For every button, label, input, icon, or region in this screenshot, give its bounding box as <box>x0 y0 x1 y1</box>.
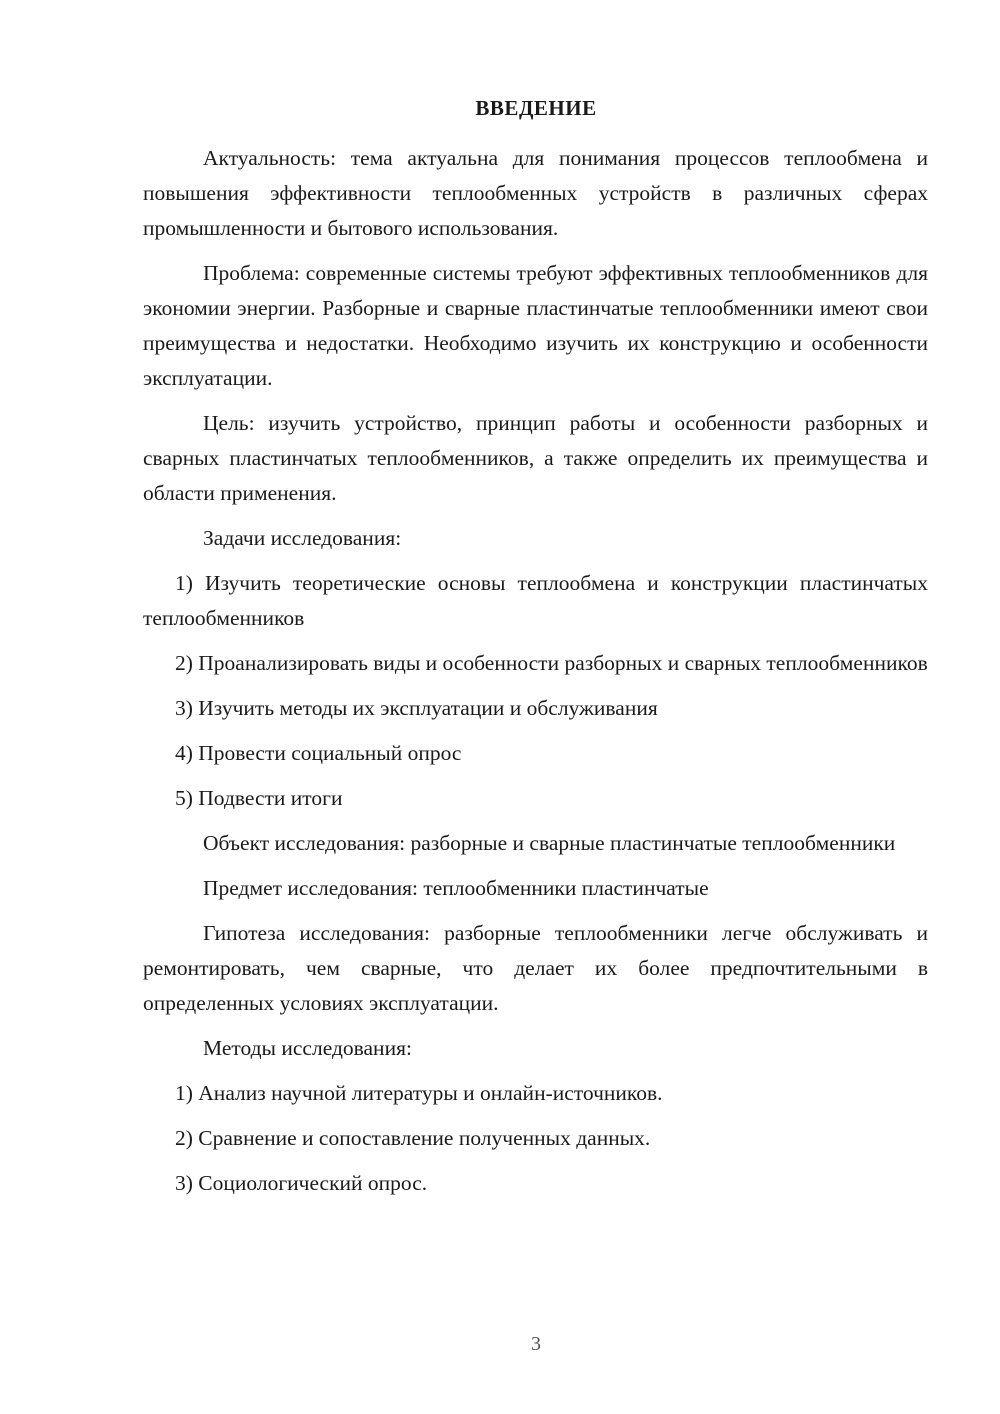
task-item: 2) Проанализировать виды и особенности разборных и сварных теплообменников <box>175 651 928 675</box>
method-item: 3) Социологический опрос. <box>175 1171 428 1195</box>
page-number: 3 <box>531 1333 541 1355</box>
task-item: 4) Провести социальный опрос <box>175 741 462 765</box>
problem-paragraph: Проблема: современные системы требуют эффективных теплообменников для экономии энергии. Разборные и сварные пластинчатые теплообменники имеют свои преимущества и недостатки. Необходимо изучить их конструкцию и особенности эксплуатации. <box>143 261 928 390</box>
task-item: 3) Изучить методы их эксплуатации и обслуживания <box>175 696 658 720</box>
subject-paragraph: Предмет исследования: теплообменники пластинчатые <box>203 876 709 900</box>
methods-heading: Методы исследования: <box>203 1036 412 1060</box>
task-item: 5) Подвести итоги <box>175 786 343 810</box>
goal-paragraph: Цель: изучить устройство, принцип работы и особенности разборных и сварных пластинчатых теплообменников, а также определить их преимущества и области применения. <box>143 411 928 505</box>
tasks-heading: Задачи исследования: <box>203 526 402 550</box>
task-item: 1) Изучить теоретические основы теплообмена и конструкции пластинчатых теплообменников <box>143 571 928 630</box>
method-item: 1) Анализ научной литературы и онлайн-источников. <box>175 1081 663 1105</box>
hypothesis-paragraph: Гипотеза исследования: разборные теплообменники легче обслуживать и ремонтировать, чем сварные, что делает их более предпочтительными в определенных условиях эксплуатации. <box>143 921 928 1015</box>
relevance-paragraph: Актуальность: тема актуальна для понимания процессов теплообмена и повышения эффективности теплообменных устройств в различных сферах промышленности и бытового использования. <box>143 146 928 240</box>
method-item: 2) Сравнение и сопоставление полученных данных. <box>175 1126 651 1150</box>
section-title: ВВЕДЕНИЕ <box>475 96 597 120</box>
page-content <box>143 141 928 1211</box>
object-paragraph: Объект исследования: разборные и сварные пластинчатые теплообменники <box>203 831 896 855</box>
